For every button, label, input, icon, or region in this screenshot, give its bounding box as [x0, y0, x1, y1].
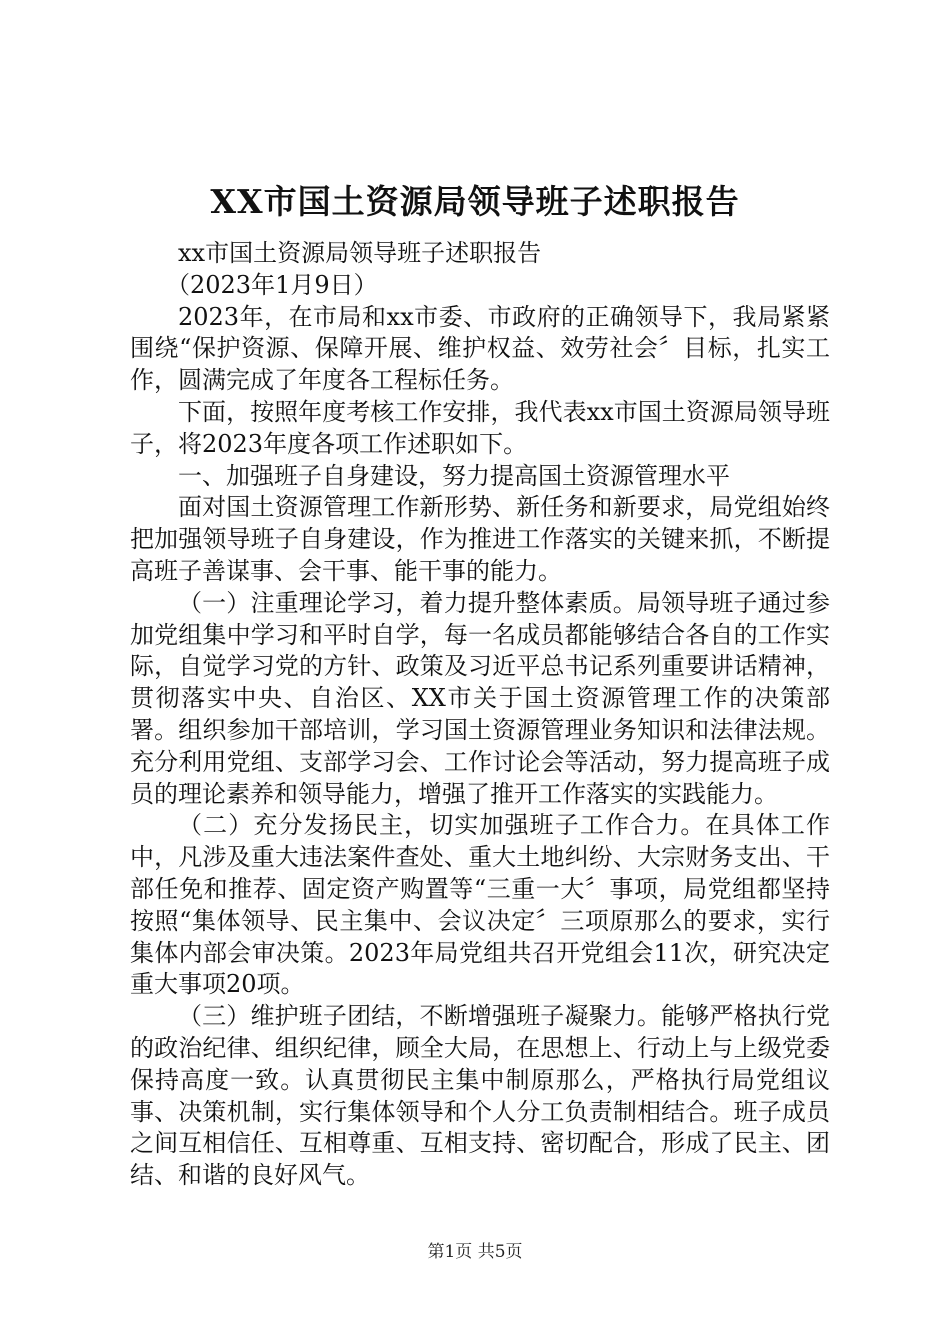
body-paragraph: （三）维护班子团结，不断增强班子凝聚力。能够严格执行党的政治纪律、组织纪律，顾全大局，在思想上、行动上与上级党委保持高度一致。认真贯彻民主集中制原那么，严格执行局党组议事、决策机制，实行集体领导和个人分工负责制相结合。班子成员之间互相信任、互相尊重、互相支持、密切配合，形成了民主、团结、和谐的良好风气。 [130, 1002, 830, 1190]
section-heading: 一、加强班子自身建设，努力提高国土资源管理水平 [178, 461, 730, 490]
subtitle-paragraph: xx市国土资源局领导班子述职报告 [178, 239, 542, 267]
body-paragraph: 下面，按照年度考核工作安排，我代表xx市国土资源局领导班子，将2023年度各项工作述职如下。 [130, 397, 830, 458]
body-paragraph: （一）注重理论学习，着力提升整体素质。局领导班子通过参加党组集中学习和平时自学，每一名成员都能够结合各自的工作实际，自觉学习党的方针、政策及习近平总书记系列重要讲话精神，贯彻落实中央、自治区、XX市关于国土资源管理工作的决策部署。组织参加干部培训，学习国土资源管理业务知识和法律法规。充分利用党组、支部学习会、工作讨论会等活动，努力提高班子成员的理论素养和领导能力，增强了推开工作落实的实践能力。 [130, 588, 830, 808]
document-body [130, 238, 830, 1192]
date-paragraph: （2023年1月9日） [166, 270, 378, 299]
body-paragraph: 2023年，在市局和xx市委、市政府的正确领导下，我局紧紧围绕“保护资源、保障开展、维护权益、效劳社会〞目标，扎实工作，圆满完成了年度各工程标任务。 [130, 302, 830, 395]
page-number-footer: 第1页 共5页 [427, 1242, 523, 1262]
body-paragraph: （二）充分发扬民主，切实加强班子工作合力。在具体工作中，凡涉及重大违法案件查处、重大土地纠纷、大宗财务支出、干部任免和推荐、固定资产购置等“三重一大〞事项，局党组都坚持按照“集体领导、民主集中、会议决定〞三项原那么的要求，实行集体内部会审决策。2023年局党组共召开党组会11次，研究决定重大事项20项。 [130, 811, 830, 999]
body-paragraph: 面对国土资源管理工作新形势、新任务和新要求，局党组始终把加强领导班子自身建设，作为推进工作落实的关键来抓，不断提高班子善谋事、会干事、能干事的能力。 [130, 493, 830, 585]
document-title: XX市国土资源局领导班子述职报告 [210, 182, 740, 221]
